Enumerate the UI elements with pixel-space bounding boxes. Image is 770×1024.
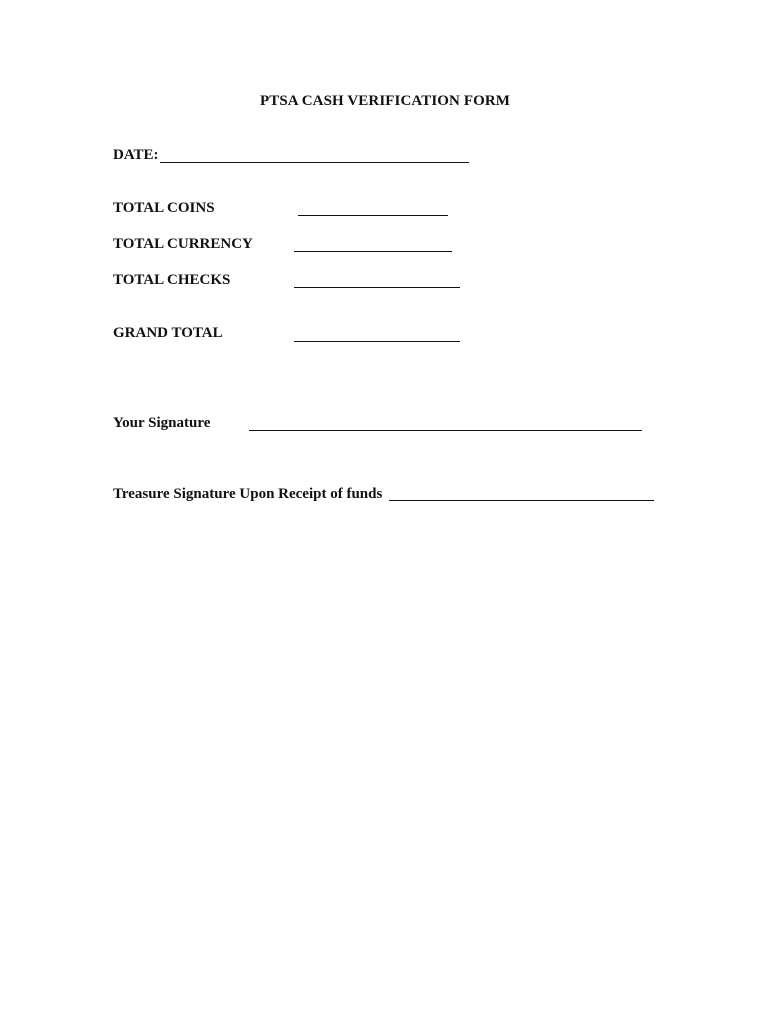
total-currency-label: TOTAL CURRENCY	[113, 236, 253, 252]
total-currency-field[interactable]	[294, 251, 452, 252]
your-signature-field[interactable]	[249, 430, 642, 431]
grand-total-label: GRAND TOTAL	[113, 325, 223, 341]
grand-total-field[interactable]	[294, 341, 460, 342]
total-coins-field[interactable]	[298, 215, 448, 216]
treasurer-signature-label: Treasure Signature Upon Receipt of funds	[113, 486, 383, 502]
total-checks-field[interactable]	[294, 287, 460, 288]
total-coins-label: TOTAL COINS	[113, 200, 215, 216]
your-signature-label: Your Signature	[113, 415, 211, 431]
form-title: PTSA CASH VERIFICATION FORM	[259, 93, 511, 109]
date-field[interactable]	[160, 162, 469, 163]
treasurer-signature-field[interactable]	[389, 500, 654, 501]
date-label: DATE:	[113, 147, 159, 163]
total-checks-label: TOTAL CHECKS	[113, 272, 231, 288]
